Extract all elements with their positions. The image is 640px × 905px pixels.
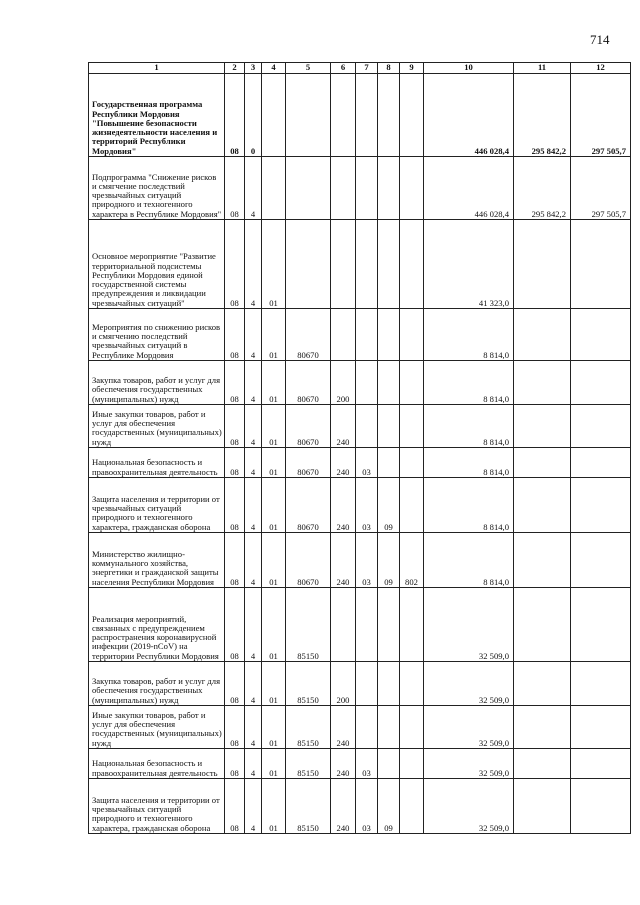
cell-col-9 bbox=[400, 662, 424, 706]
row-name-cell: Подпрограмма "Снижение рисков и смягчение последствий чрезвычайных ситуаций природного и техногенного характера в Республике Мордовия" bbox=[89, 157, 225, 220]
cell-col-11: 295 842,2 bbox=[514, 74, 571, 157]
table-row bbox=[89, 478, 631, 533]
cell-col-6: 240 bbox=[331, 749, 356, 779]
cell-col-5: 80670 bbox=[286, 405, 331, 448]
cell-col-9 bbox=[400, 478, 424, 533]
cell-col-12: 297 505,7 bbox=[571, 157, 631, 220]
cell-col-11 bbox=[514, 478, 571, 533]
cell-col-6 bbox=[331, 588, 356, 662]
cell-col-12 bbox=[571, 706, 631, 749]
cell-col-9 bbox=[400, 706, 424, 749]
cell-col-9 bbox=[400, 779, 424, 834]
cell-col-9: 802 bbox=[400, 533, 424, 588]
cell-col-9 bbox=[400, 448, 424, 478]
cell-col-7 bbox=[356, 220, 378, 309]
cell-col-7 bbox=[356, 309, 378, 361]
cell-col-11 bbox=[514, 749, 571, 779]
cell-col-4: 01 bbox=[262, 448, 286, 478]
cell-col-10: 41 323,0 bbox=[424, 220, 514, 309]
cell-col-2: 08 bbox=[225, 405, 245, 448]
cell-col-7: 03 bbox=[356, 779, 378, 834]
cell-col-2: 08 bbox=[225, 662, 245, 706]
cell-col-12 bbox=[571, 779, 631, 834]
cell-col-4: 01 bbox=[262, 779, 286, 834]
column-header-12: 12 bbox=[571, 63, 631, 74]
column-header-10: 10 bbox=[424, 63, 514, 74]
cell-col-3: 4 bbox=[245, 706, 262, 749]
cell-col-3: 4 bbox=[245, 309, 262, 361]
table-row bbox=[89, 779, 631, 834]
cell-col-8: 09 bbox=[378, 533, 400, 588]
cell-col-9 bbox=[400, 588, 424, 662]
cell-col-11: 295 842,2 bbox=[514, 157, 571, 220]
cell-col-2: 08 bbox=[225, 361, 245, 405]
cell-col-8 bbox=[378, 662, 400, 706]
cell-col-10: 32 509,0 bbox=[424, 662, 514, 706]
table-row bbox=[89, 74, 631, 157]
row-name-cell: Защита населения и территории от чрезвычайных ситуаций природного и техногенного характера, гражданская оборона bbox=[89, 478, 225, 533]
cell-col-10: 8 814,0 bbox=[424, 533, 514, 588]
column-header-3: 3 bbox=[245, 63, 262, 74]
cell-col-10: 8 814,0 bbox=[424, 309, 514, 361]
cell-col-3: 4 bbox=[245, 361, 262, 405]
cell-col-10: 8 814,0 bbox=[424, 405, 514, 448]
cell-col-6 bbox=[331, 157, 356, 220]
cell-col-10: 8 814,0 bbox=[424, 361, 514, 405]
cell-col-5: 80670 bbox=[286, 478, 331, 533]
cell-col-12 bbox=[571, 588, 631, 662]
cell-col-12 bbox=[571, 220, 631, 309]
cell-col-8 bbox=[378, 405, 400, 448]
cell-col-5: 80670 bbox=[286, 309, 331, 361]
cell-col-8 bbox=[378, 361, 400, 405]
column-header-9: 9 bbox=[400, 63, 424, 74]
cell-col-3: 4 bbox=[245, 749, 262, 779]
cell-col-12 bbox=[571, 309, 631, 361]
cell-col-7 bbox=[356, 157, 378, 220]
cell-col-6: 240 bbox=[331, 448, 356, 478]
cell-col-2: 08 bbox=[225, 588, 245, 662]
cell-col-10: 446 028,4 bbox=[424, 157, 514, 220]
cell-col-6: 200 bbox=[331, 361, 356, 405]
cell-col-4: 01 bbox=[262, 361, 286, 405]
table-row bbox=[89, 706, 631, 749]
cell-col-5: 85150 bbox=[286, 588, 331, 662]
cell-col-2: 08 bbox=[225, 74, 245, 157]
cell-col-5 bbox=[286, 157, 331, 220]
cell-col-5: 80670 bbox=[286, 448, 331, 478]
cell-col-5: 85150 bbox=[286, 662, 331, 706]
cell-col-4: 01 bbox=[262, 478, 286, 533]
column-header-5: 5 bbox=[286, 63, 331, 74]
cell-col-7 bbox=[356, 405, 378, 448]
cell-col-4: 01 bbox=[262, 309, 286, 361]
table-row bbox=[89, 361, 631, 405]
cell-col-10: 32 509,0 bbox=[424, 706, 514, 749]
cell-col-8: 09 bbox=[378, 478, 400, 533]
table-row bbox=[89, 533, 631, 588]
table-row bbox=[89, 588, 631, 662]
column-header-7: 7 bbox=[356, 63, 378, 74]
row-name-cell: Государственная программа Республики Мордовия "Повышение безопасности жизнедеятельности населения и территорий Республики Мордовия" bbox=[89, 74, 225, 157]
cell-col-7 bbox=[356, 74, 378, 157]
cell-col-8 bbox=[378, 157, 400, 220]
cell-col-4 bbox=[262, 157, 286, 220]
cell-col-11 bbox=[514, 662, 571, 706]
cell-col-7 bbox=[356, 588, 378, 662]
cell-col-3: 4 bbox=[245, 478, 262, 533]
cell-col-9 bbox=[400, 405, 424, 448]
cell-col-6: 240 bbox=[331, 706, 356, 749]
cell-col-3: 4 bbox=[245, 220, 262, 309]
cell-col-7: 03 bbox=[356, 749, 378, 779]
cell-col-3: 4 bbox=[245, 405, 262, 448]
column-header-11: 11 bbox=[514, 63, 571, 74]
cell-col-11 bbox=[514, 448, 571, 478]
cell-col-12 bbox=[571, 749, 631, 779]
cell-col-7 bbox=[356, 662, 378, 706]
cell-col-10: 446 028,4 bbox=[424, 74, 514, 157]
cell-col-5: 85150 bbox=[286, 706, 331, 749]
cell-col-12 bbox=[571, 662, 631, 706]
cell-col-4: 01 bbox=[262, 706, 286, 749]
table-body bbox=[89, 74, 631, 834]
cell-col-8 bbox=[378, 74, 400, 157]
cell-col-2: 08 bbox=[225, 448, 245, 478]
cell-col-11 bbox=[514, 361, 571, 405]
cell-col-5: 85150 bbox=[286, 749, 331, 779]
cell-col-7: 03 bbox=[356, 478, 378, 533]
cell-col-5 bbox=[286, 220, 331, 309]
row-name-cell: Иные закупки товаров, работ и услуг для обеспечения государственных (муниципальных) нужд bbox=[89, 405, 225, 448]
cell-col-3: 0 bbox=[245, 74, 262, 157]
cell-col-9 bbox=[400, 361, 424, 405]
cell-col-2: 08 bbox=[225, 309, 245, 361]
cell-col-7 bbox=[356, 361, 378, 405]
cell-col-8 bbox=[378, 448, 400, 478]
cell-col-8 bbox=[378, 220, 400, 309]
cell-col-4: 01 bbox=[262, 662, 286, 706]
cell-col-8 bbox=[378, 706, 400, 749]
cell-col-12: 297 505,7 bbox=[571, 74, 631, 157]
cell-col-2: 08 bbox=[225, 779, 245, 834]
cell-col-3: 4 bbox=[245, 533, 262, 588]
cell-col-12 bbox=[571, 478, 631, 533]
cell-col-4: 01 bbox=[262, 533, 286, 588]
cell-col-8: 09 bbox=[378, 779, 400, 834]
cell-col-11 bbox=[514, 588, 571, 662]
cell-col-6: 240 bbox=[331, 478, 356, 533]
table-row bbox=[89, 309, 631, 361]
row-name-cell: Министерство жилищно-коммунального хозяйства, энергетики и гражданской защиты населения Республики Мордовия bbox=[89, 533, 225, 588]
cell-col-8 bbox=[378, 309, 400, 361]
cell-col-9 bbox=[400, 309, 424, 361]
row-name-cell: Закупка товаров, работ и услуг для обеспечения государственных (муниципальных) нужд bbox=[89, 662, 225, 706]
cell-col-2: 08 bbox=[225, 533, 245, 588]
cell-col-8 bbox=[378, 749, 400, 779]
cell-col-11 bbox=[514, 533, 571, 588]
cell-col-11 bbox=[514, 405, 571, 448]
cell-col-3: 4 bbox=[245, 157, 262, 220]
table-row bbox=[89, 662, 631, 706]
page-number: 714 bbox=[590, 32, 610, 47]
cell-col-4: 01 bbox=[262, 749, 286, 779]
cell-col-6: 240 bbox=[331, 779, 356, 834]
cell-col-6: 200 bbox=[331, 662, 356, 706]
cell-col-9 bbox=[400, 74, 424, 157]
cell-col-3: 4 bbox=[245, 662, 262, 706]
cell-col-9 bbox=[400, 220, 424, 309]
cell-col-8 bbox=[378, 588, 400, 662]
cell-col-5: 80670 bbox=[286, 533, 331, 588]
cell-col-4: 01 bbox=[262, 220, 286, 309]
cell-col-11 bbox=[514, 309, 571, 361]
cell-col-9 bbox=[400, 157, 424, 220]
row-name-cell: Национальная безопасность и правоохранительная деятельность bbox=[89, 749, 225, 779]
cell-col-11 bbox=[514, 706, 571, 749]
cell-col-4: 01 bbox=[262, 405, 286, 448]
cell-col-2: 08 bbox=[225, 749, 245, 779]
cell-col-2: 08 bbox=[225, 478, 245, 533]
row-name-cell: Национальная безопасность и правоохранительная деятельность bbox=[89, 448, 225, 478]
cell-col-7: 03 bbox=[356, 533, 378, 588]
cell-col-12 bbox=[571, 448, 631, 478]
cell-col-7 bbox=[356, 706, 378, 749]
column-header-4: 4 bbox=[262, 63, 286, 74]
cell-col-6 bbox=[331, 220, 356, 309]
table-row bbox=[89, 157, 631, 220]
cell-col-6 bbox=[331, 309, 356, 361]
cell-col-5: 85150 bbox=[286, 779, 331, 834]
cell-col-12 bbox=[571, 533, 631, 588]
column-header-6: 6 bbox=[331, 63, 356, 74]
cell-col-4: 01 bbox=[262, 588, 286, 662]
cell-col-6: 240 bbox=[331, 533, 356, 588]
row-name-cell: Иные закупки товаров, работ и услуг для обеспечения государственных (муниципальных) нужд bbox=[89, 706, 225, 749]
table-row bbox=[89, 448, 631, 478]
cell-col-10: 8 814,0 bbox=[424, 478, 514, 533]
header-row bbox=[89, 63, 631, 74]
cell-col-4 bbox=[262, 74, 286, 157]
cell-col-3: 4 bbox=[245, 448, 262, 478]
budget-table bbox=[88, 62, 631, 834]
cell-col-10: 32 509,0 bbox=[424, 779, 514, 834]
cell-col-11 bbox=[514, 779, 571, 834]
row-name-cell: Основное мероприятие "Развитие территориальной подсистемы Республики Мордовия единой государственной системы предупреждения и ликвидации чрезвычайных ситуаций" bbox=[89, 220, 225, 309]
cell-col-2: 08 bbox=[225, 220, 245, 309]
column-header-1: 1 bbox=[89, 63, 225, 74]
row-name-cell: Реализация мероприятий, связанных с предупреждением распространения коронавирусной инфекции (2019-nCoV) на территории Республики Мордовия bbox=[89, 588, 225, 662]
cell-col-12 bbox=[571, 405, 631, 448]
cell-col-3: 4 bbox=[245, 779, 262, 834]
cell-col-11 bbox=[514, 220, 571, 309]
table-row bbox=[89, 749, 631, 779]
column-header-2: 2 bbox=[225, 63, 245, 74]
cell-col-10: 32 509,0 bbox=[424, 749, 514, 779]
table-row bbox=[89, 220, 631, 309]
cell-col-10: 8 814,0 bbox=[424, 448, 514, 478]
cell-col-5 bbox=[286, 74, 331, 157]
cell-col-9 bbox=[400, 749, 424, 779]
cell-col-6: 240 bbox=[331, 405, 356, 448]
cell-col-5: 80670 bbox=[286, 361, 331, 405]
cell-col-7: 03 bbox=[356, 448, 378, 478]
row-name-cell: Мероприятия по снижению рисков и смягчению последствий чрезвычайных ситуаций в Республике Мордовия bbox=[89, 309, 225, 361]
cell-col-2: 08 bbox=[225, 706, 245, 749]
table-row bbox=[89, 405, 631, 448]
cell-col-6 bbox=[331, 74, 356, 157]
cell-col-10: 32 509,0 bbox=[424, 588, 514, 662]
row-name-cell: Защита населения и территории от чрезвычайных ситуаций природного и техногенного характера, гражданская оборона bbox=[89, 779, 225, 834]
column-header-8: 8 bbox=[378, 63, 400, 74]
cell-col-12 bbox=[571, 361, 631, 405]
row-name-cell: Закупка товаров, работ и услуг для обеспечения государственных (муниципальных) нужд bbox=[89, 361, 225, 405]
cell-col-3: 4 bbox=[245, 588, 262, 662]
cell-col-2: 08 bbox=[225, 157, 245, 220]
